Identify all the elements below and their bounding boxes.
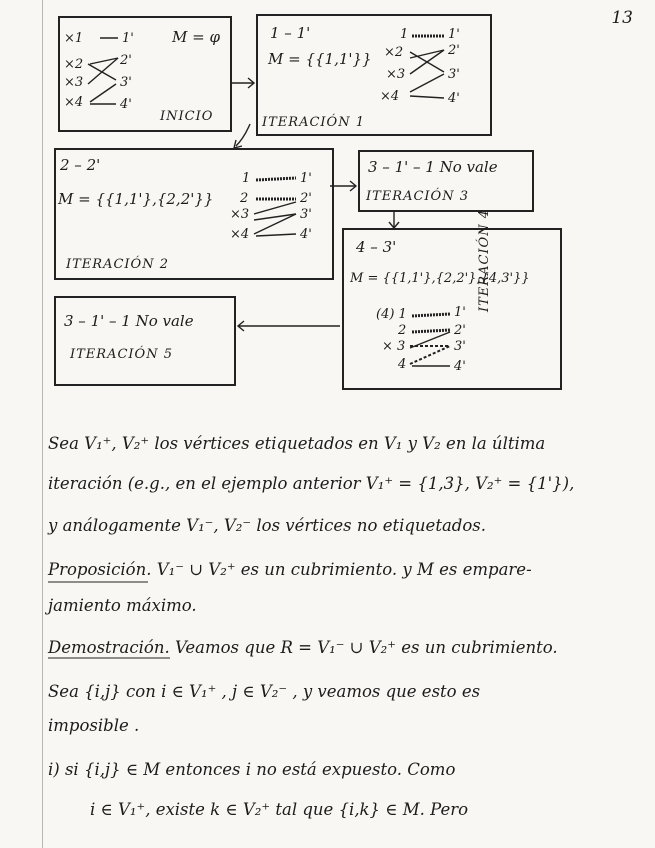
iter2-left-2: 2 xyxy=(240,191,249,206)
inicio-left-2: ×2 xyxy=(64,57,84,72)
inicio-right-1: 1' xyxy=(122,31,134,46)
iter5-caption: ITERACIÓN 5 xyxy=(70,347,173,362)
iter4-right-3: 3' xyxy=(454,339,466,354)
iter1-caption: ITERACIÓN 1 xyxy=(262,115,365,130)
text-line-3: y análogamente V₁⁻, V₂⁻ los vértices no etiquetados. xyxy=(48,516,486,535)
inicio-caption: INICIO xyxy=(160,109,214,124)
page-number: 13 xyxy=(611,8,633,28)
iter2-m-label: M = {{1,1'},{2,2'}} xyxy=(58,190,214,208)
inicio-left-1: ×1 xyxy=(64,31,84,46)
box-iter5 xyxy=(54,296,236,386)
iter4-right-1: 1' xyxy=(454,305,466,320)
iter1-left-4: ×4 xyxy=(380,89,400,104)
iter4-m-label: M = {{1,1'},{2,2'},{4,3'}} xyxy=(350,271,530,286)
iter4-left-1: (4) 1 xyxy=(376,307,407,322)
iter4-caption: ITERACIÓN 4 xyxy=(477,209,492,312)
iter1-right-1: 1' xyxy=(448,27,460,42)
iter2-header: 2 – 2' xyxy=(60,156,101,174)
iter2-caption: ITERACIÓN 2 xyxy=(66,257,169,272)
inicio-m-label: M = φ xyxy=(172,28,220,46)
iter2-right-3: 3' xyxy=(300,207,312,222)
inicio-right-4: 4' xyxy=(120,97,132,112)
iter2-left-1: 1 xyxy=(242,171,251,186)
iter1-left-3: ×3 xyxy=(386,67,406,82)
iter5-header: 3 – 1' – 1 No vale xyxy=(64,312,194,330)
iter4-left-4: 4 xyxy=(398,357,407,372)
iter1-header: 1 – 1' xyxy=(270,24,311,42)
text-line-7: Sea {i,j} con i ∈ V₁⁺ , j ∈ V₂⁻ , y veamos que esto es xyxy=(48,682,481,701)
iter1-left-1: 1 xyxy=(400,27,409,42)
iter2-right-1: 1' xyxy=(300,171,312,186)
iter4-right-4: 4' xyxy=(454,359,466,374)
text-line-9: i) si {i,j} ∈ M entonces i no está expuesto. Como xyxy=(48,760,456,779)
iter2-left-3: ×3 xyxy=(230,207,250,222)
iter1-right-4: 4' xyxy=(448,91,460,106)
arrow-iter1-iter2 xyxy=(236,124,250,146)
text-line-4: Proposición. V₁⁻ ∪ V₂⁺ es un cubrimiento. y M es empare- xyxy=(48,560,532,579)
text-line-6: Demostración. Veamos que R = V₁⁻ ∪ V₂⁺ es un cubrimiento. xyxy=(48,638,558,657)
text-line-2: iteración (e.g., en el ejemplo anterior V₁⁺ = {1,3}, V₂⁺ = {1'}), xyxy=(48,474,575,493)
inicio-left-4: ×4 xyxy=(64,95,84,110)
iter4-left-3: × 3 xyxy=(382,339,406,354)
iter4-left-2: 2 xyxy=(398,323,407,338)
iter4-header: 4 – 3' xyxy=(356,238,397,256)
iter1-right-2: 2' xyxy=(448,43,460,58)
iter1-left-2: ×2 xyxy=(384,45,404,60)
inicio-right-2: 2' xyxy=(120,53,132,68)
text-line-5: jamiento máximo. xyxy=(48,596,197,615)
iter3-caption: ITERACIÓN 3 xyxy=(366,189,469,204)
iter1-right-3: 3' xyxy=(448,67,460,82)
iter3-header: 3 – 1' – 1 No vale xyxy=(368,158,498,176)
iter2-right-2: 2' xyxy=(300,191,312,206)
iter2-left-4: ×4 xyxy=(230,227,250,242)
inicio-left-3: ×3 xyxy=(64,75,84,90)
iter1-m-label: M = {{1,1'}} xyxy=(268,50,372,68)
text-line-1: Sea V₁⁺, V₂⁺ los vértices etiquetados en V₁ y V₂ en la última xyxy=(48,434,546,453)
inicio-right-3: 3' xyxy=(120,75,132,90)
iter4-right-2: 2' xyxy=(454,323,466,338)
text-line-10: i ∈ V₁⁺, existe k ∈ V₂⁺ tal que {i,k} ∈ M. Pero xyxy=(90,800,469,819)
text-line-8: imposible . xyxy=(48,716,140,735)
iter2-right-4: 4' xyxy=(300,227,312,242)
